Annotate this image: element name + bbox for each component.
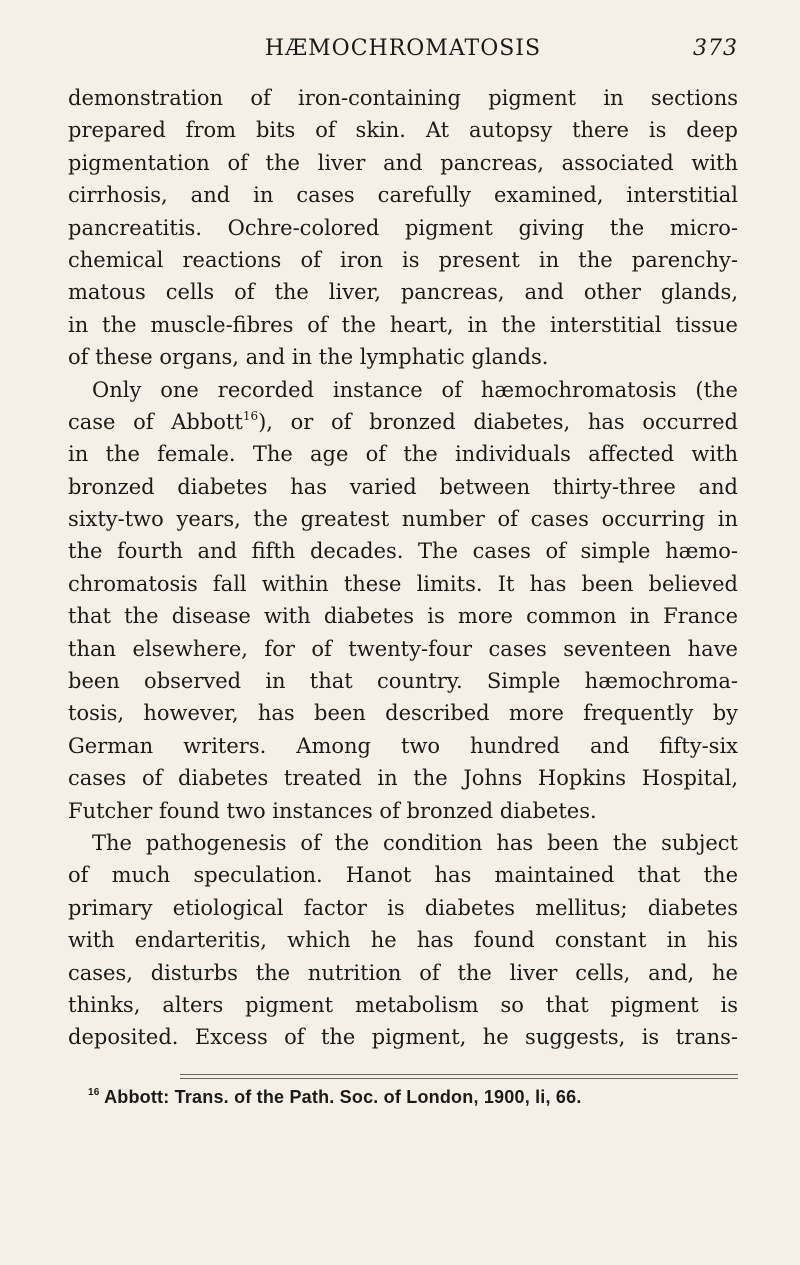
text-line: The pathogenesis of the condition has been the subject bbox=[92, 830, 738, 855]
text-line: cases of diabetes treated in the Johns Hopkins Hospital, bbox=[68, 766, 738, 791]
text-line: cases, disturbs the nutrition of the liver cells, and, he bbox=[68, 960, 738, 985]
text-line: Only one recorded instance of hæmochromatosis (the bbox=[92, 377, 738, 402]
text-line: thinks, alters pigment metabolism so that pigment is bbox=[68, 992, 738, 1017]
text-line-with-citation bbox=[68, 406, 738, 438]
text-line: the fourth and fifth decades. The cases of simple hæmo- bbox=[68, 539, 738, 564]
text-line: of much speculation. Hanot has maintained that the bbox=[68, 863, 738, 888]
text-line: chromatosis fall within these limits. It has been believed bbox=[68, 571, 738, 596]
text-line: German writers. Among two hundred and fifty-six bbox=[68, 733, 738, 758]
text-line: in the muscle-fibres of the heart, in the interstitial tissue bbox=[68, 312, 738, 337]
body-text bbox=[68, 82, 738, 1054]
text-line: primary etiological factor is diabetes mellitus; diabetes bbox=[68, 895, 738, 920]
running-head bbox=[68, 36, 738, 64]
text-line: cirrhosis, and in cases carefully examined, interstitial bbox=[68, 183, 738, 208]
page-number: 373 bbox=[693, 36, 738, 61]
text-fragment: case of Abbott bbox=[68, 409, 243, 434]
text-line: pigmentation of the liver and pancreas, associated with bbox=[68, 150, 738, 175]
text-line: been observed in that country. Simple hæmochroma- bbox=[68, 669, 738, 694]
footnote-divider bbox=[180, 1074, 738, 1076]
footnote-divider bbox=[180, 1078, 738, 1080]
text-line: demonstration of iron-containing pigment in sections bbox=[68, 86, 738, 110]
text-line: that the disease with diabetes is more common in France bbox=[68, 604, 738, 629]
text-line: prepared from bits of skin. At autopsy there is deep bbox=[68, 118, 738, 143]
text-line: sixty-two years, the greatest number of cases occurring in bbox=[68, 507, 738, 532]
text-fragment: ), or of bronzed diabetes, has occurred bbox=[258, 409, 738, 434]
text-line: Futcher found two instances of bronzed diabetes. bbox=[68, 798, 597, 823]
chapter-title: HÆMOCHROMATOSIS bbox=[264, 36, 542, 61]
footnote-reference: 16 bbox=[242, 408, 259, 423]
text-line: tosis, however, has been described more frequently by bbox=[68, 701, 738, 726]
text-line: than elsewhere, for of twenty-four cases seventeen have bbox=[68, 636, 738, 661]
text-line: pancreatitis. Ochre-colored pigment giving the micro- bbox=[68, 215, 738, 240]
text-line: of these organs, and in the lymphatic glands. bbox=[68, 345, 549, 370]
footnote-marker: 16 bbox=[88, 1087, 100, 1098]
text-line: bronzed diabetes has varied between thirty-three and bbox=[68, 474, 738, 499]
text-line: deposited. Excess of the pigment, he suggests, is trans- bbox=[68, 1025, 738, 1050]
text-line: in the female. The age of the individuals affected with bbox=[68, 442, 738, 467]
text-line: with endarteritis, which he has found constant in his bbox=[68, 928, 738, 953]
footnote bbox=[88, 1087, 738, 1108]
text-line: matous cells of the liver, pancreas, and other glands, bbox=[68, 280, 738, 305]
footnote-text: Abbott: Trans. of the Path. Soc. of London, 1900, li, 66. bbox=[104, 1087, 582, 1107]
text-line: chemical reactions of iron is present in the parenchy- bbox=[68, 247, 738, 272]
